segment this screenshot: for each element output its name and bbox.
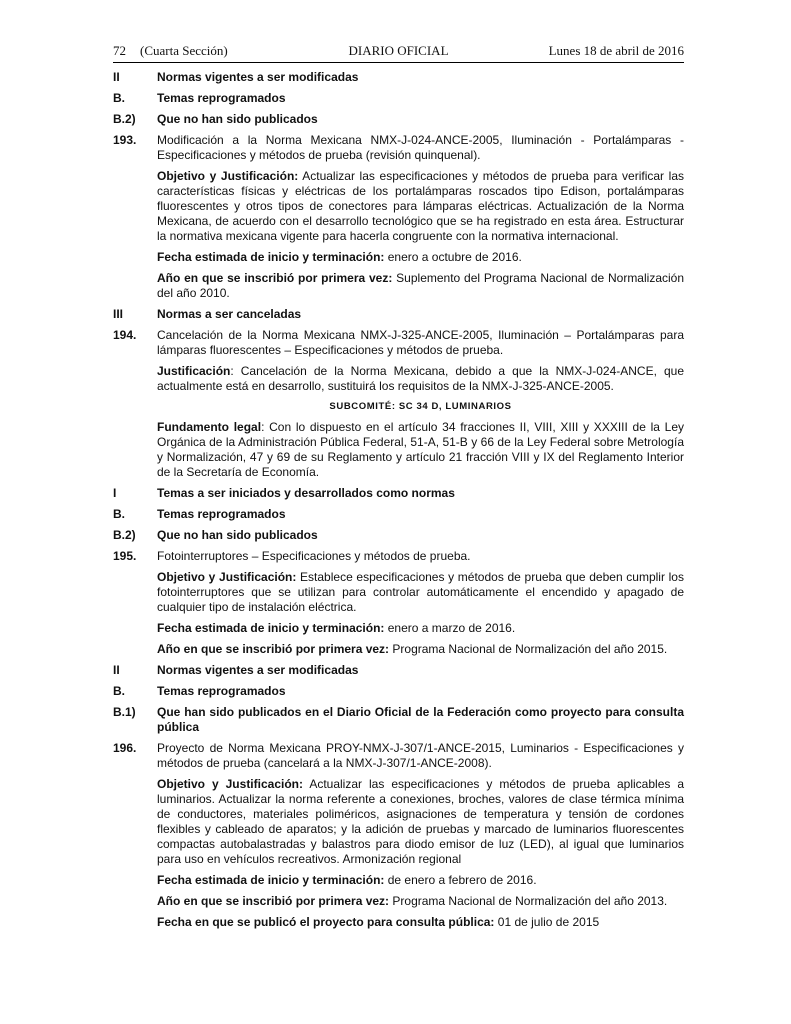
publication-date-label: Fecha en que se publicó el proyecto para consulta pública:	[157, 915, 495, 929]
heading-number: B.	[113, 684, 125, 698]
item-title: Modificación a la Norma Mexicana NMX-J-024-ANCE-2005, Iluminación - Portalámparas - Especificaciones y métodos de prueba (revisión quinquenal).	[157, 133, 684, 162]
legal-basis-label: Fundamento legal	[157, 420, 262, 434]
justification-text: : Cancelación de la Norma Mexicana, debido a que la NMX-J-024-ANCE, que actualmente está en desarrollo, sustituirá los requisitos de la NMX-J-325-ANCE-2005.	[157, 364, 684, 393]
page-number: 72	[113, 43, 126, 58]
section-heading	[113, 663, 684, 678]
year-label: Año en que se inscribió por primera vez:	[157, 894, 390, 908]
heading-text: Que no han sido publicados	[157, 528, 318, 542]
heading-text: Que han sido publicados en el Diario Oficial de la Federación como proyecto para consulta pública	[157, 705, 684, 734]
item-number: 196.	[113, 741, 137, 755]
section-heading	[113, 112, 684, 127]
document-body	[113, 70, 684, 936]
item-title: Fotointerruptores – Especificaciones y métodos de prueba.	[157, 549, 471, 563]
item-number: 193.	[113, 133, 137, 147]
item-193	[113, 133, 684, 163]
heading-number: B.1)	[113, 705, 136, 719]
heading-number: B.2)	[113, 528, 136, 542]
objective-paragraph	[157, 169, 684, 244]
heading-text: Normas vigentes a ser modificadas	[157, 663, 359, 677]
item-title: Cancelación de la Norma Mexicana NMX-J-325-ANCE-2005, Iluminación – Portalámparas para lámparas fluorescentes – Especificaciones y métodos de prueba.	[157, 328, 684, 357]
publication-date: Lunes 18 de abril de 2016	[548, 43, 684, 58]
objective-label: Objetivo y Justificación:	[157, 777, 303, 791]
objective-text: Actualizar las especificaciones y métodos de prueba aplicables a luminarios. Actualizar la norma referente a conexiones, broches, valores de clase térmica mínima de conductores, materiales poliméricos, asignaciones de temperatura y tensión de cordones flexibles y cableado de aparatos; y la adición de pruebas y marcado de luminarios fluorescentes compactas autobalastradas y balastros para diodo emisor de luz (LED), al igual que luminarios para uso en vehículos recreativos. Armonización regional	[157, 777, 685, 866]
heading-number: II	[113, 663, 120, 677]
heading-text: Temas reprogramados	[157, 684, 286, 698]
date-paragraph	[157, 873, 684, 888]
heading-text: Normas vigentes a ser modificadas	[157, 70, 359, 84]
date-paragraph	[157, 621, 684, 636]
date-label: Fecha estimada de inicio y terminación:	[157, 621, 385, 635]
page-header	[113, 42, 684, 63]
item-194	[113, 328, 684, 358]
date-label: Fecha estimada de inicio y terminación:	[157, 873, 385, 887]
heading-number: I	[113, 486, 117, 500]
section-heading	[113, 486, 684, 501]
item-number: 194.	[113, 328, 137, 342]
legal-basis-text: : Con lo dispuesto en el artículo 34 fracciones II, VIII, XIII y XXXIII de la Ley Orgánica de la Administración Pública Federal, 51-A, 51-B y 66 de la Ley Federal sobre Metrología y Normalización, 47 y 69 de su Reglamento y artículo 21 fracción VIII y IX del Reglamento Interior de la Secretaría de Economía.	[157, 420, 684, 479]
publication-date-text: 01 de julio de 2015	[497, 915, 600, 929]
objective-paragraph	[157, 777, 684, 867]
heading-text: Normas a ser canceladas	[157, 307, 302, 321]
heading-text: Temas a ser iniciados y desarrollados como normas	[157, 486, 455, 500]
year-text: Programa Nacional de Normalización del año 2015.	[392, 642, 668, 656]
objective-label: Objetivo y Justificación:	[157, 169, 299, 183]
year-label: Año en que se inscribió por primera vez:	[157, 271, 393, 285]
section-heading	[113, 307, 684, 322]
section-label: (Cuarta Sección)	[140, 43, 228, 58]
section-heading	[113, 684, 684, 699]
objective-text: Actualizar las especificaciones y métodos de prueba para verificar las características físicas y eléctricas de los portalámparas roscados tipo Edison, portalámparas fluorescentes y otros tipos de conectores para lámparas eléctricas. Actualización de la Norma Mexicana, de acuerdo con el desarrollo tecnológico que se ha registrado en esta área. Estructurar la normativa mexicana vigente para hacerla congruente con la normativa internacional.	[157, 169, 685, 243]
item-196	[113, 741, 684, 771]
subcommittee-title: SUBCOMITÉ: SC 34 D, LUMINARIOS	[329, 401, 512, 412]
year-paragraph	[157, 642, 684, 657]
section-heading	[113, 91, 684, 106]
heading-number: II	[113, 70, 120, 84]
publication-name: DIARIO OFICIAL	[348, 43, 449, 58]
objective-label: Objetivo y Justificación:	[157, 570, 297, 584]
heading-text: Temas reprogramados	[157, 507, 286, 521]
year-text: Programa Nacional de Normalización del año 2013.	[392, 894, 668, 908]
heading-number: B.	[113, 507, 125, 521]
date-text: enero a octubre de 2016.	[387, 250, 522, 264]
section-heading	[113, 70, 684, 85]
legal-basis-paragraph	[157, 420, 684, 480]
heading-number: III	[113, 307, 124, 321]
year-paragraph	[157, 894, 684, 909]
date-paragraph	[157, 250, 684, 265]
heading-number: B.2)	[113, 112, 136, 126]
year-text: Suplemento del Programa Nacional de Normalización del año 2010.	[157, 271, 685, 300]
item-195	[113, 549, 684, 564]
justification-paragraph	[157, 364, 684, 394]
heading-text: Que no han sido publicados	[157, 112, 318, 126]
heading-text: Temas reprogramados	[157, 91, 286, 105]
objective-text: Establece especificaciones y métodos de prueba que deben cumplir los fotointerruptores que se utilizan para controlar automáticamente el encendido y apagado de cualquier tipo de instalación eléctrica.	[157, 570, 684, 614]
item-number: 195.	[113, 549, 137, 563]
year-paragraph	[157, 271, 684, 301]
section-heading	[113, 507, 684, 522]
date-text: enero a marzo de 2016.	[387, 621, 516, 635]
year-label: Año en que se inscribió por primera vez:	[157, 642, 390, 656]
date-label: Fecha estimada de inicio y terminación:	[157, 250, 385, 264]
publication-date-paragraph	[157, 915, 684, 930]
item-title: Proyecto de Norma Mexicana PROY-NMX-J-307/1-ANCE-2015, Luminarios - Especificaciones y métodos de prueba (cancelará a la NMX-J-307/1-ANCE-2008).	[157, 741, 684, 770]
justification-label: Justificación	[157, 364, 231, 378]
section-heading	[113, 528, 684, 543]
date-text: de enero a febrero de 2016.	[387, 873, 537, 887]
section-heading	[113, 705, 684, 735]
heading-number: B.	[113, 91, 125, 105]
objective-paragraph	[157, 570, 684, 615]
